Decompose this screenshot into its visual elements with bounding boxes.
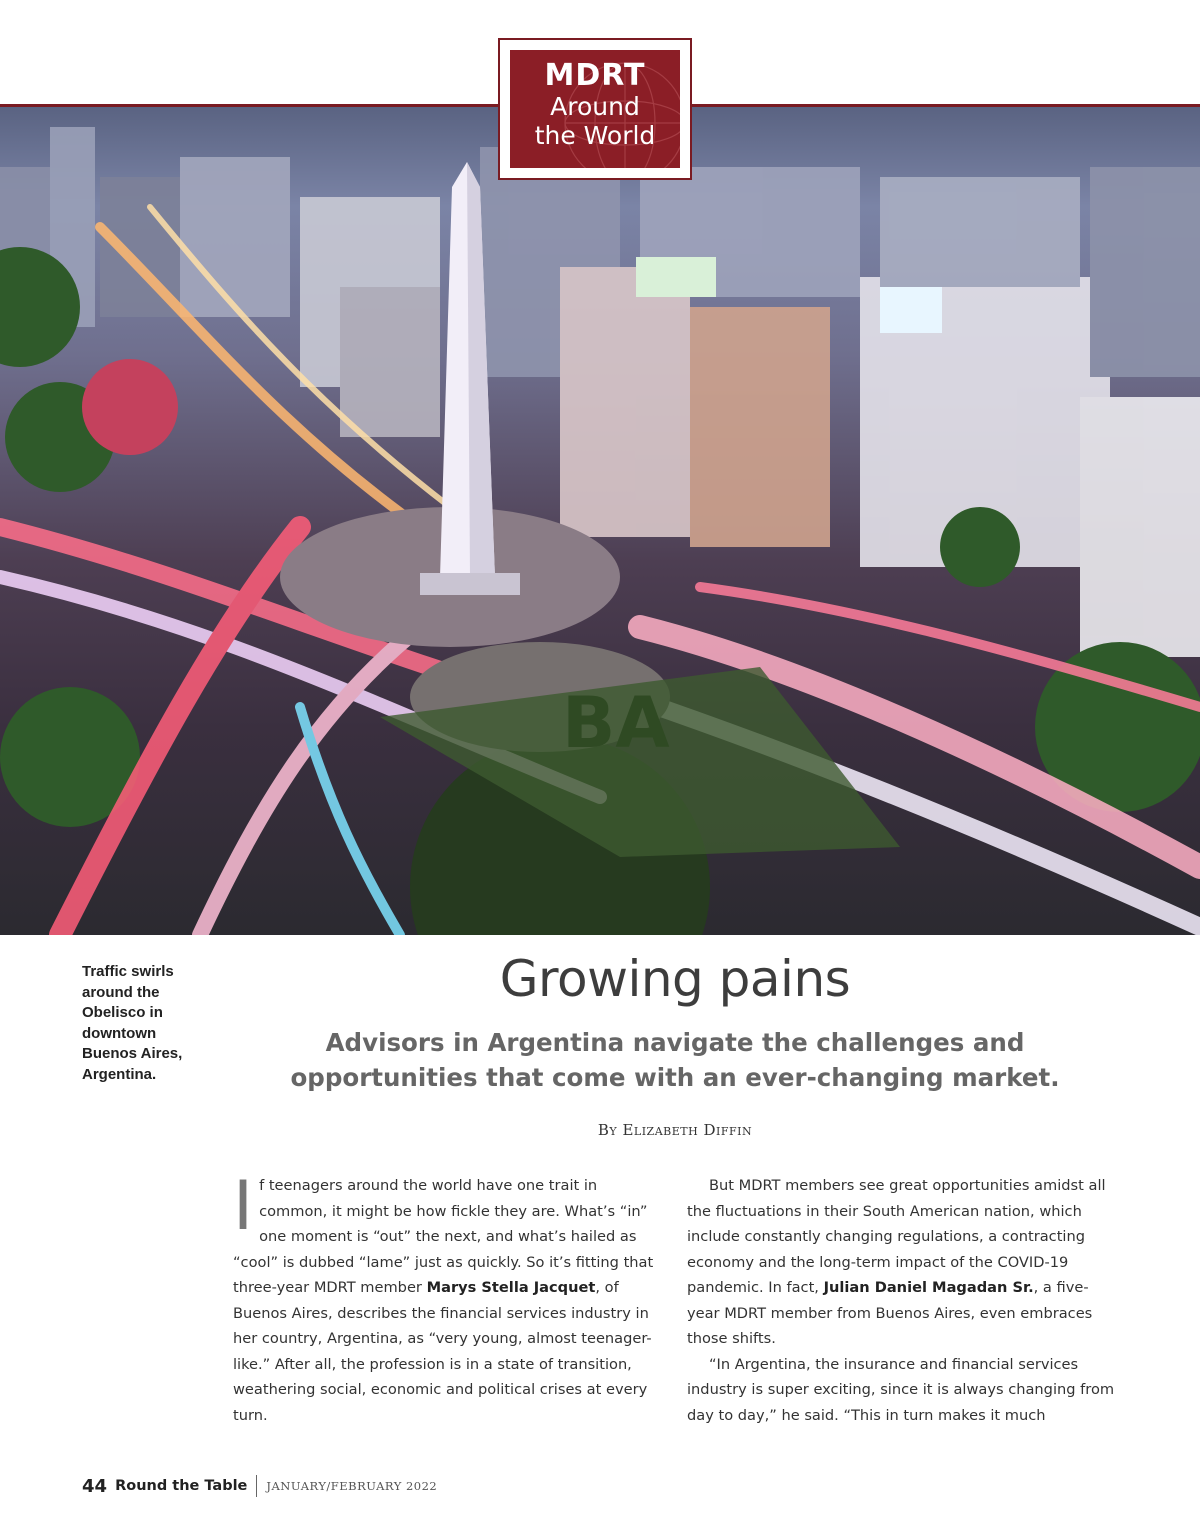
- badge-line-1: MDRT: [544, 58, 646, 93]
- photo-caption: Traffic swirls around the Obelisco in downtown Buenos Aires, Argentina.: [82, 963, 183, 1083]
- footer-divider: [256, 1475, 257, 1497]
- cover-photo: [0, 107, 1200, 935]
- badge-panel: [510, 50, 680, 168]
- page-number: 44: [82, 1475, 108, 1497]
- paragraph-3: “In Argentina, the insurance and financial services industry is super exciting, since it is always changing from day to day,” he said. “This in turn makes it much: [687, 1355, 1115, 1424]
- member-name-2: Julian Daniel Magadan Sr.: [823, 1279, 1034, 1296]
- paragraph-2-text-b: , a five-year MDRT member from Buenos Aires, even embraces those shifts.: [687, 1279, 1093, 1347]
- article-headline: Growing pains: [499, 950, 851, 1008]
- badge-line-3: the World: [534, 121, 656, 150]
- badge-line-2: Around: [550, 92, 640, 121]
- paragraph-1-text-b: , of Buenos Aires, describes the financial services industry in her country, Argentina, as “very young, almost teenager-like.” After all, the profession is in a state of transition, weathering social, economic and political crises at every turn.: [233, 1279, 652, 1424]
- paragraph-1-text-a: f teenagers around the world have one trait in common, it might be how fickle they are. What’s “in” one moment is “out” the next, and what’s hailed as “cool” is dubbed “lame” just as quickly. So it’s fitting that three-year MDRT member: [233, 1177, 654, 1296]
- page-footer: [82, 1474, 437, 1498]
- paragraph-1: [233, 1167, 663, 1428]
- paragraph-2-text-a: But MDRT members see great opportunities amidst all the fluctuations in their South American nation, which include constantly changing regulations, a contracting economy and the long-term impact of the COVID-19 pandemic. In fact,: [687, 1177, 1106, 1296]
- hedge-letters: BA: [562, 682, 670, 764]
- body-column-1: [233, 1167, 663, 1428]
- body-column-2: [687, 1173, 1117, 1428]
- article-byline: [250, 1121, 1100, 1139]
- issue-date: JANUARY/FEBRUARY 2022: [266, 1479, 438, 1493]
- magazine-title: Round the Table: [115, 1478, 248, 1494]
- member-name-1: Marys Stella Jacquet: [426, 1279, 596, 1296]
- section-badge: [498, 38, 692, 180]
- drop-cap: I: [233, 1167, 254, 1246]
- paragraph-2: [687, 1173, 1117, 1352]
- article-deck: Advisors in Argentina navigate the challenges and opportunities that come with an ever-changing market.: [290, 1028, 1060, 1092]
- city-illustration: [0, 107, 1200, 935]
- byline-text: By Elizabeth Diffin: [597, 1121, 753, 1139]
